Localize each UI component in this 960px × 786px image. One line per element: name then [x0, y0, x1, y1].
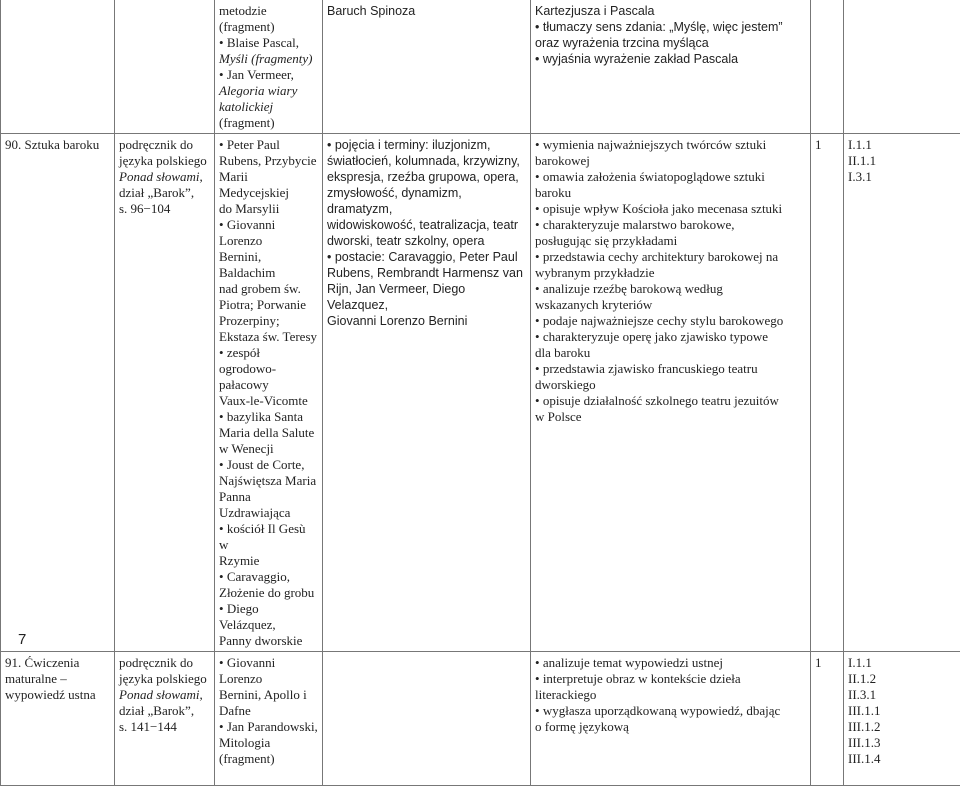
- text-line: Marii Medycejskiej: [219, 169, 318, 201]
- requirement-line: dla baroku: [535, 345, 806, 361]
- text-line: • Joust de Corte,: [219, 457, 318, 473]
- requirement-line: • analizuje temat wypowiedzi ustnej: [535, 655, 806, 671]
- text-line: • Giovanni Lorenzo: [219, 655, 318, 687]
- requirement-line: o formę językową: [535, 719, 806, 735]
- topic-cell: 91. Ćwiczenia maturalne – wypowiedź ustna: [1, 652, 115, 786]
- text-line: • Caravaggio,: [219, 569, 318, 585]
- requirement-line: • omawia założenia światopoglądowe sztuki: [535, 169, 806, 185]
- requirement-line: • interpretuje obraz w kontekście dzieła: [535, 671, 806, 687]
- requirement-line: barokowej: [535, 153, 806, 169]
- concepts-cell: [323, 652, 531, 786]
- code-line: I.1.1: [848, 655, 957, 671]
- texts-cell: [215, 134, 323, 652]
- text-line: • kościół Il Gesù w: [219, 521, 318, 553]
- concept-line: widowiskowość, teatralizacja, teatr: [327, 217, 526, 233]
- text-line: Dafne: [219, 703, 318, 719]
- codes-cell: [844, 652, 960, 786]
- textbook-line: podręcznik do: [119, 137, 210, 153]
- requirement-line: • wymienia najważniejszych twórców sztuki: [535, 137, 806, 153]
- hours-cell: 1: [811, 652, 844, 786]
- text-line: Prozerpiny;: [219, 313, 318, 329]
- text-line: Ekstaza św. Teresy: [219, 329, 318, 345]
- code-line: II.3.1: [848, 687, 957, 703]
- textbook-line: dział „Barok”,: [119, 703, 210, 719]
- requirements-cell: [531, 652, 811, 786]
- page-number: 7: [18, 632, 26, 648]
- text-line: Najświętsza Maria: [219, 473, 318, 489]
- text-line: Myśli (fragmenty): [219, 51, 318, 67]
- code-line: II.1.2: [848, 671, 957, 687]
- text-line: Panny dworskie: [219, 633, 318, 649]
- text-line: (fragment): [219, 115, 318, 131]
- concept-line: Rijn, Jan Vermeer, Diego Velazquez,: [327, 281, 526, 313]
- requirement-line: • przedstawia cechy architektury barokowej na: [535, 249, 806, 265]
- text-line: • bazylika Santa: [219, 409, 318, 425]
- concept-line: • pojęcia i terminy: iluzjonizm,: [327, 137, 526, 153]
- requirement-line: • charakteryzuje operę jako zjawisko typowe: [535, 329, 806, 345]
- code-line: III.1.4: [848, 751, 957, 767]
- requirement-line: posługując się przykładami: [535, 233, 806, 249]
- textbook-line: Ponad słowami,: [119, 687, 210, 703]
- requirement-line: • charakteryzuje malarstwo barokowe,: [535, 217, 806, 233]
- concept-line: • postacie: Caravaggio, Peter Paul: [327, 249, 526, 265]
- concept-line: Rubens, Rembrandt Harmensz van: [327, 265, 526, 281]
- text-line: w Wenecji: [219, 441, 318, 457]
- text-line: Złożenie do grobu: [219, 585, 318, 601]
- text-line: nad grobem św.: [219, 281, 318, 297]
- text-line: Alegoria wiary: [219, 83, 318, 99]
- text-line: katolickiej: [219, 99, 318, 115]
- text-line: Bernini, Apollo i: [219, 687, 318, 703]
- hours-cell: 1: [811, 134, 844, 652]
- concept-line: ekspresja, rzeźba grupowa, opera,: [327, 169, 526, 185]
- textbook-line: dział „Barok”,: [119, 185, 210, 201]
- requirements-cell: [531, 0, 811, 134]
- textbook-line: podręcznik do: [119, 655, 210, 671]
- textbook-line: s. 96−104: [119, 201, 210, 217]
- topic-cell: 90. Sztuka baroku: [1, 134, 115, 652]
- concept-line: Giovanni Lorenzo Bernini: [327, 313, 526, 329]
- text-line: • Jan Parandowski,: [219, 719, 318, 735]
- code-line: III.1.1: [848, 703, 957, 719]
- requirement-line: literackiego: [535, 687, 806, 703]
- table-row: [1, 652, 960, 786]
- text-line: Rubens, Przybycie: [219, 153, 318, 169]
- requirement-line: • opisuje działalność szkolnego teatru jezuitów: [535, 393, 806, 409]
- requirement-line: • opisuje wpływ Kościoła jako mecenasa sztuki: [535, 201, 806, 217]
- text-line: Uzdrawiająca: [219, 505, 318, 521]
- concepts-cell: Baruch Spinoza: [323, 0, 531, 134]
- code-line: II.1.1: [848, 153, 957, 169]
- requirement-line: • tłumaczy sens zdania: „Myślę, więc jestem”: [535, 19, 806, 35]
- text-line: • zespół ogrodowo-: [219, 345, 318, 377]
- code-line: III.1.3: [848, 735, 957, 751]
- requirement-line: • przedstawia zjawisko francuskiego teatru: [535, 361, 806, 377]
- code-line: III.1.2: [848, 719, 957, 735]
- requirement-line: Kartezjusza i Pascala: [535, 3, 806, 19]
- text-line: (fragment): [219, 19, 318, 35]
- text-line: • Peter Paul: [219, 137, 318, 153]
- requirement-line: dworskiego: [535, 377, 806, 393]
- concept-line: zmysłowość, dynamizm, dramatyzm,: [327, 185, 526, 217]
- text-line: Bernini, Baldachim: [219, 249, 318, 281]
- textbook-line: s. 141−144: [119, 719, 210, 735]
- table-row: [1, 134, 960, 652]
- textbook-line: Ponad słowami,: [119, 169, 210, 185]
- text-line: • Diego Velázquez,: [219, 601, 318, 633]
- code-line: I.3.1: [848, 169, 957, 185]
- code-line: I.1.1: [848, 137, 957, 153]
- textbook-line: języka polskiego: [119, 671, 210, 687]
- text-line: (fragment): [219, 751, 318, 767]
- text-line: metodzie: [219, 3, 318, 19]
- texts-cell: [215, 652, 323, 786]
- texts-cell: [215, 0, 323, 134]
- table-row-continuation: [1, 0, 960, 134]
- requirement-line: • podaje najważniejsze cechy stylu barokowego: [535, 313, 806, 329]
- requirement-line: • analizuje rzeźbę barokową według: [535, 281, 806, 297]
- textbook-line: języka polskiego: [119, 153, 210, 169]
- requirement-line: baroku: [535, 185, 806, 201]
- text-line: Piotra; Porwanie: [219, 297, 318, 313]
- requirement-line: • wygłasza uporządkowaną wypowiedź, dbając: [535, 703, 806, 719]
- text-line: pałacowy: [219, 377, 318, 393]
- textbook-cell: [115, 134, 215, 652]
- requirement-line: wskazanych kryteriów: [535, 297, 806, 313]
- requirement-line: oraz wyrażenia trzcina myśląca: [535, 35, 806, 51]
- concepts-cell: [323, 134, 531, 652]
- text-line: do Marsylii: [219, 201, 318, 217]
- text-line: Vaux-le-Vicomte: [219, 393, 318, 409]
- concept-line: dworski, teatr szkolny, opera: [327, 233, 526, 249]
- requirements-cell: [531, 134, 811, 652]
- codes-cell: [844, 134, 960, 652]
- text-line: Maria della Salute: [219, 425, 318, 441]
- textbook-cell: [115, 652, 215, 786]
- text-line: Mitologia: [219, 735, 318, 751]
- requirement-line: w Polsce: [535, 409, 806, 425]
- text-line: Rzymie: [219, 553, 318, 569]
- requirement-line: • wyjaśnia wyrażenie zakład Pascala: [535, 51, 806, 67]
- text-line: Panna: [219, 489, 318, 505]
- text-line: • Giovanni Lorenzo: [219, 217, 318, 249]
- concept-line: światłocień, kolumnada, krzywizny,: [327, 153, 526, 169]
- requirement-line: wybranym przykładzie: [535, 265, 806, 281]
- text-line: • Blaise Pascal,: [219, 35, 318, 51]
- text-line: • Jan Vermeer,: [219, 67, 318, 83]
